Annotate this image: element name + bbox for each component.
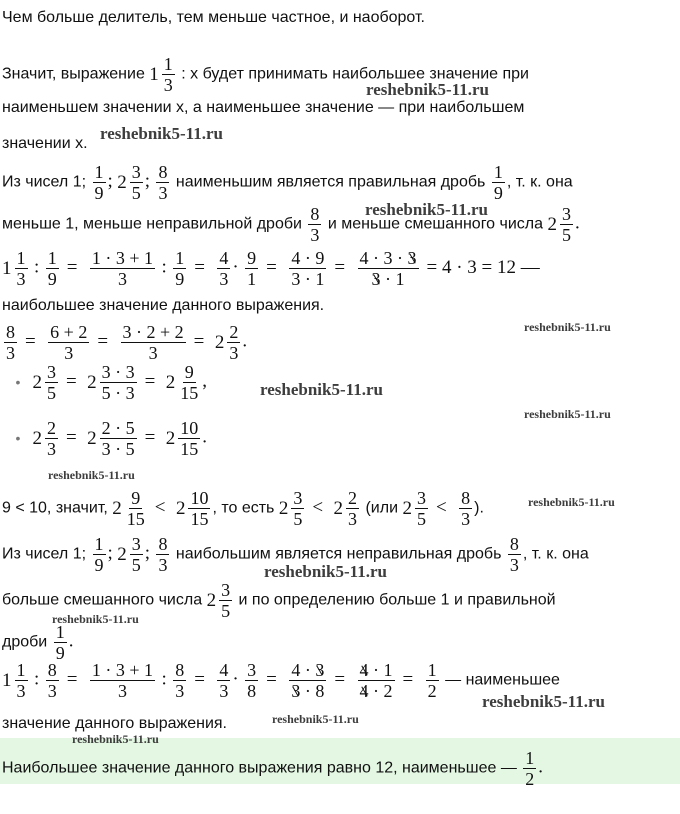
watermark: reshebnik5-11.ru (272, 712, 359, 726)
watermark: reshebnik5-11.ru (524, 407, 611, 421)
equation-2-2-3: • 2 2 3 = 2 2 · 5 3 · 5 = 2 10 15 . (15, 418, 208, 459)
text-line-12: 9 < 10, значит, 2 9 15 < 2 10 15 , то есть 2 3 5 < 2 2 3 (или 2 3 5 < $\frac{8}{3}$ ). (2, 488, 484, 529)
watermark: reshebnik5-11.ru (48, 468, 135, 482)
text-line-8: наибольшее значение данного выражения. (2, 297, 325, 314)
text-line-2: Значит, выражение 1 1 3 : x будет принимать наибольшее значение при (2, 54, 529, 95)
answer-text: Наибольшее значение данного выражения равно 12, наименьшее — $\frac{1}{2}$ . (2, 748, 544, 789)
equation-min: 1 1 3 : $\frac{8}{3}$ = $\frac{1 \cdot 3 + 1}{3}$ : $\frac{8}{3}$ = $\frac{4}{3}$ · $\frac{3}{8}$ = $\frac{4 \cdot 3}{3 \cdot 8}$ = $\frac{4 \cdot 1}{4 \cdot 2}$ = $\frac{1}{2}$ — наименьшее (2, 660, 560, 701)
watermark: reshebnik5-11.ru (52, 612, 139, 626)
text-line-13: Из чисел 1; $\frac{1}{9}$ ; 2 3 5 ; $\frac{8}{3}$ наибольшим является неправильная дробь $\frac{8}{3}$ , т. к. она (2, 534, 589, 575)
text-line-3: наименьшем значении x, а наименьшее значение — при наибольшем (2, 99, 525, 116)
equation-8-3: $\frac{8}{3}$ = $\frac{6 + 2}{3}$ = $\frac{3 \cdot 2 + 2}{3}$ = 2 2 3 . (6, 322, 248, 363)
watermark: reshebnik5-11.ru (260, 380, 383, 399)
text-line-14: больше смешанного числа 2 3 5 и по определению больше 1 и правильной (2, 580, 556, 621)
watermark: reshebnik5-11.ru (366, 80, 489, 99)
watermark: reshebnik5-11.ru (528, 495, 615, 509)
equation-2-3-5: • 2 3 5 = 2 3 · 3 5 · 3 = 2 9 15 , (15, 362, 208, 403)
watermark: reshebnik5-11.ru (365, 200, 488, 219)
text-line-5: Из чисел 1; $\frac{1}{9}$ ; 2 3 5 ; $\frac{8}{3}$ наименьшим является правильная дробь $\frac{1}{9}$ , т. к. она (2, 162, 573, 203)
watermark: reshebnik5-11.ru (264, 562, 387, 581)
text-line-6: меньше 1, меньше неправильной дроби $\frac{8}{3}$ и меньше смешанного числа 2 3 5 . (2, 204, 580, 245)
watermark: reshebnik5-11.ru (482, 692, 605, 711)
watermark: reshebnik5-11.ru (524, 320, 611, 334)
text-line-4: значении x. (2, 135, 88, 152)
equation-max: 1 1 3 : $\frac{1}{9}$ = $\frac{1 \cdot 3 + 1}{3}$ : $\frac{1}{9}$ = $\frac{4}{3}$ · $\frac{9}{1}$ = $\frac{4 \cdot 9}{3 \cdot 1}$ = $\frac{4 \cdot 3 \cdot 3}{3 \cdot 1}$ = 4 · 3 = 12 — (2, 248, 540, 289)
text-line-1: Чем больше делитель, тем меньше частное, и наоборот. (2, 9, 425, 26)
watermark: reshebnik5-11.ru (100, 124, 223, 143)
text-line-17: значение данного выражения. (2, 715, 227, 732)
watermark: reshebnik5-11.ru (72, 732, 159, 746)
text-line-15: дроби $\frac{1}{9}$ . (2, 622, 74, 663)
